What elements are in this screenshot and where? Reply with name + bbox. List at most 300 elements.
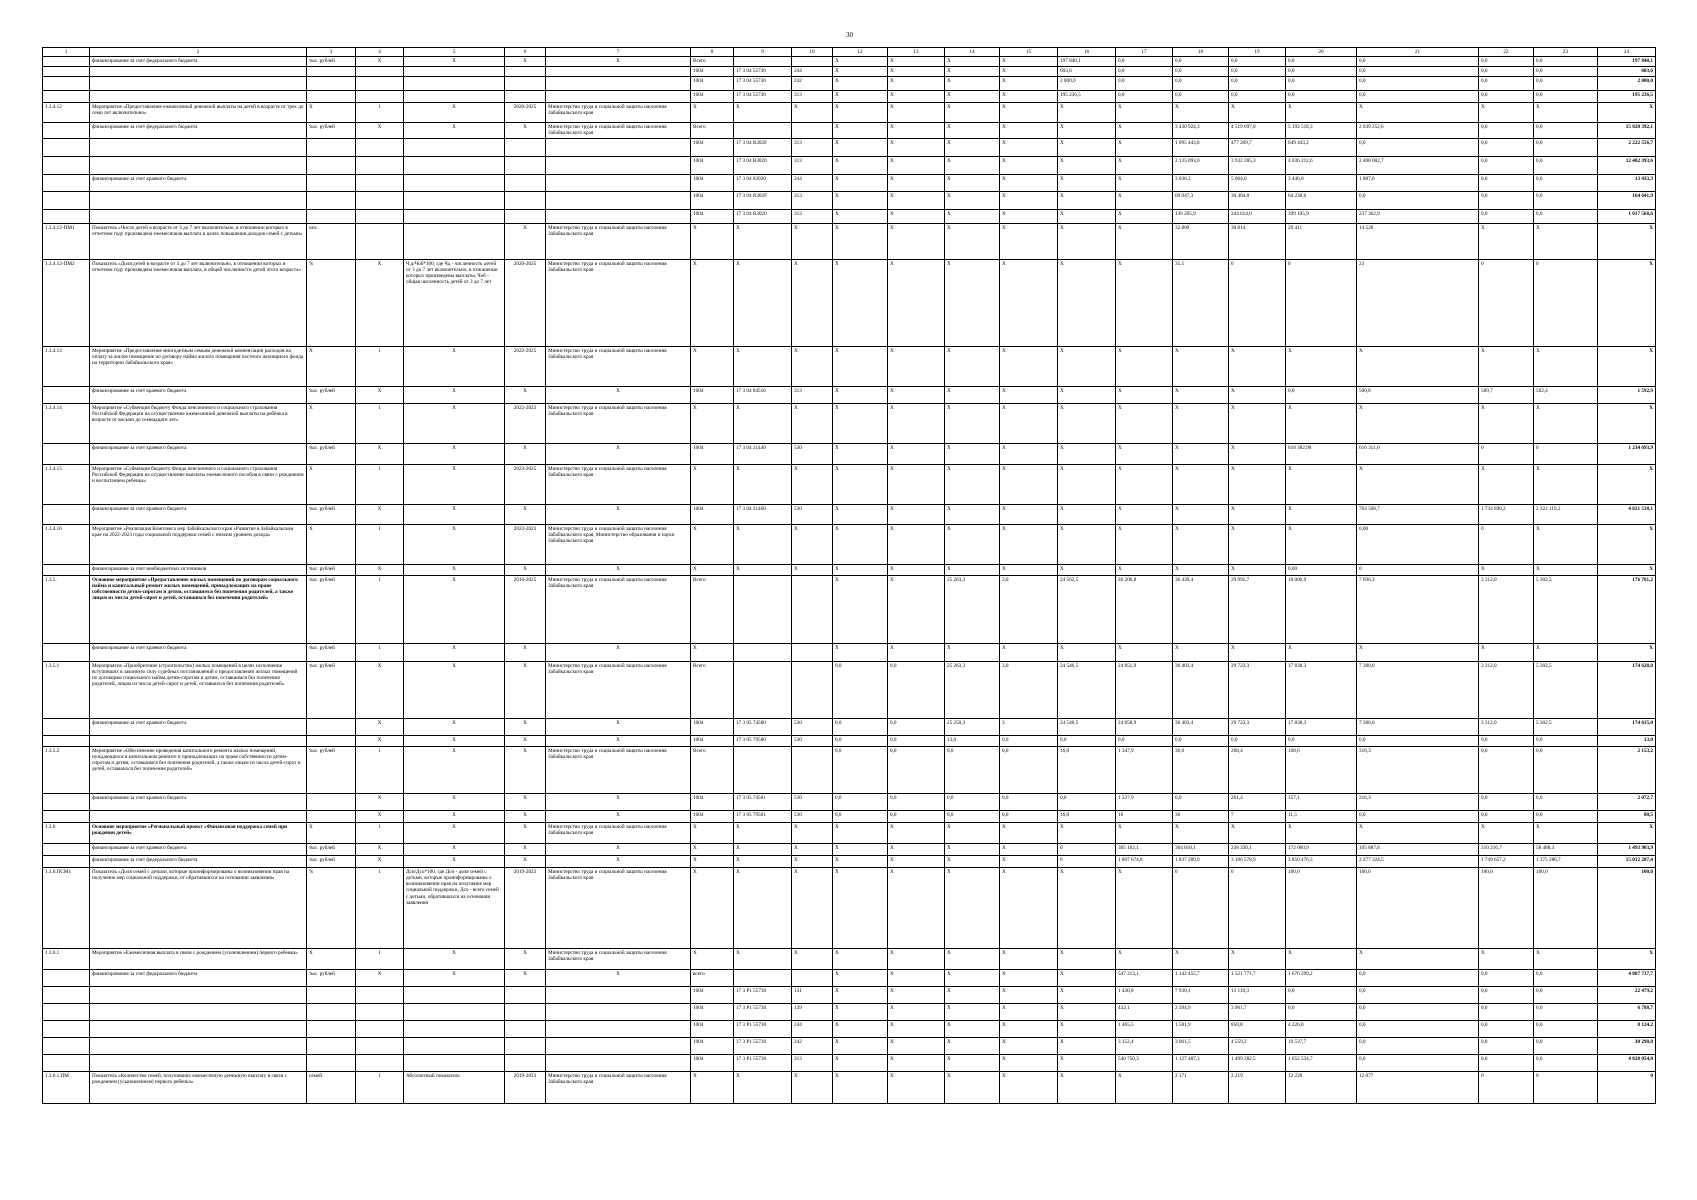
table-cell: 1004 bbox=[691, 810, 734, 822]
table-cell: 17 3 05 74580 bbox=[734, 718, 792, 735]
table-cell: Х bbox=[1173, 564, 1229, 575]
table-row bbox=[43, 1071, 1656, 1103]
table-cell: Х bbox=[1534, 564, 1598, 575]
table-row bbox=[43, 386, 1656, 403]
table-cell: 0,0 bbox=[1357, 91, 1479, 103]
table-cell bbox=[90, 1003, 307, 1020]
table-cell: Х bbox=[1479, 346, 1534, 386]
table-cell bbox=[792, 661, 833, 718]
table-cell: Х bbox=[1173, 822, 1229, 843]
table-cell bbox=[404, 986, 505, 1003]
table-cell: Х bbox=[404, 564, 505, 575]
table-cell: Х bbox=[505, 855, 546, 867]
table-cell: Министерство труда и социальной защиты населения Забайкальского края bbox=[546, 746, 691, 793]
table-cell: Х bbox=[1000, 77, 1058, 91]
table-cell: Министерство труда и социальной защиты населения Забайкальского края bbox=[546, 661, 691, 718]
table-cell: Х bbox=[1058, 969, 1116, 986]
table-cell: Х bbox=[1058, 1020, 1116, 1037]
table-cell: 1004 bbox=[691, 209, 734, 223]
table-cell: 0,0 bbox=[1479, 1003, 1534, 1020]
table-cell bbox=[43, 174, 90, 191]
column-number: 8 bbox=[691, 48, 734, 57]
table-cell bbox=[404, 138, 505, 156]
table-cell: Х bbox=[888, 564, 945, 575]
column-number: 19 bbox=[1229, 48, 1286, 57]
table-cell: Х bbox=[1058, 867, 1116, 948]
table-cell: Х bbox=[1286, 948, 1357, 969]
table-cell: Х bbox=[833, 91, 888, 103]
table-cell: 168,6 bbox=[1286, 746, 1357, 793]
table-cell: Х bbox=[1173, 346, 1229, 386]
table-cell: 0,0 bbox=[888, 746, 945, 793]
table-cell: 7 bbox=[1229, 810, 1286, 822]
table-cell: 1004 bbox=[691, 986, 734, 1003]
table-cell: Х bbox=[1534, 464, 1598, 504]
table-cell bbox=[90, 191, 307, 209]
table-cell: Х bbox=[1534, 643, 1598, 661]
table-cell: Х bbox=[505, 746, 546, 793]
table-cell: 0,0 bbox=[1357, 1054, 1479, 1071]
table-cell: 0,0 bbox=[1479, 746, 1534, 793]
table-cell: Х bbox=[734, 103, 792, 123]
table-cell: Х bbox=[404, 643, 505, 661]
table-cell: 0,0 bbox=[1116, 91, 1173, 103]
table-cell: 0,0 bbox=[833, 735, 888, 746]
table-row bbox=[43, 223, 1656, 259]
table-cell: Х bbox=[505, 443, 546, 464]
table-cell: 0,0 bbox=[1534, 1054, 1598, 1071]
table-cell: Х bbox=[1058, 174, 1116, 191]
table-cell: Мероприятие «Предоставление многодетным семьям денежной компенсации расходов на оплату за жилое помещение по договору найма жилого помещения частного жилищного фонда на территории Забайкальского края» bbox=[90, 346, 307, 386]
table-cell: Х bbox=[1058, 138, 1116, 156]
table-cell: Х bbox=[691, 867, 734, 948]
table-cell bbox=[505, 67, 546, 77]
table-cell: Х bbox=[1000, 1054, 1058, 1071]
table-cell: Х bbox=[404, 718, 505, 735]
table-cell: 540 750,3 bbox=[1116, 1054, 1173, 1071]
table-cell: 0,0 bbox=[1479, 77, 1534, 91]
table-cell: Х bbox=[888, 464, 945, 504]
table-cell bbox=[734, 57, 792, 67]
table-cell: Х bbox=[1116, 191, 1173, 209]
table-cell bbox=[43, 91, 90, 103]
table-cell bbox=[307, 735, 356, 746]
table-cell: 1 676 299,2 bbox=[1286, 969, 1357, 986]
table-cell bbox=[43, 735, 90, 746]
table-cell: 0,0 bbox=[1479, 209, 1534, 223]
table-cell: Х bbox=[505, 843, 546, 855]
table-cell: 244 bbox=[792, 174, 833, 191]
table-cell: 10 bbox=[1116, 810, 1173, 822]
table-cell: 1 887,0 bbox=[1357, 174, 1479, 191]
table-cell: Х bbox=[1229, 386, 1286, 403]
table-row bbox=[43, 57, 1656, 67]
table-row bbox=[43, 209, 1656, 223]
table-cell bbox=[546, 986, 691, 1003]
table-cell: 2022-2023 bbox=[505, 403, 546, 443]
table-cell: 344 614,0 bbox=[1229, 209, 1286, 223]
table-cell: 1004 bbox=[691, 718, 734, 735]
table-cell: 1.3.4.13 bbox=[43, 346, 90, 386]
table-row bbox=[43, 1020, 1656, 1037]
table-cell: Х bbox=[792, 346, 833, 386]
table-cell: 1 bbox=[356, 867, 404, 948]
table-cell bbox=[43, 67, 90, 77]
table-cell: 316,3 bbox=[1357, 793, 1479, 810]
table-cell: Х bbox=[888, 843, 945, 855]
table-cell: 530 bbox=[792, 443, 833, 464]
table-cell: Х bbox=[833, 123, 888, 138]
table-cell bbox=[43, 1054, 90, 1071]
table-cell: 0,0 bbox=[1534, 191, 1598, 209]
table-cell: 0,0 bbox=[1479, 174, 1534, 191]
table-cell: Х bbox=[734, 524, 792, 564]
table-cell: 13 433,3 bbox=[1598, 174, 1656, 191]
table-cell: 17 3 05 74581 bbox=[734, 793, 792, 810]
table-cell: Х bbox=[404, 403, 505, 443]
table-cell: 36 bbox=[1173, 810, 1229, 822]
table-cell: Мероприятие «Ежемесячная выплата в связи с рождением (усыновлением) первого ребенка» bbox=[90, 948, 307, 969]
program-table bbox=[42, 47, 1656, 1104]
table-cell: Х bbox=[1479, 948, 1534, 969]
table-cell: Х bbox=[1229, 524, 1286, 564]
table-cell: Х bbox=[1116, 346, 1173, 386]
table-cell: Х bbox=[546, 718, 691, 735]
table-cell: Х bbox=[1000, 867, 1058, 948]
table-cell: 0 bbox=[1286, 259, 1357, 346]
table-cell: Х bbox=[945, 986, 1000, 1003]
table-cell bbox=[404, 209, 505, 223]
table-cell: Х bbox=[1058, 443, 1116, 464]
table-cell bbox=[307, 810, 356, 822]
table-cell: 24 546,5 bbox=[1058, 718, 1116, 735]
table-cell: Х bbox=[945, 174, 1000, 191]
table-cell: Х bbox=[833, 822, 888, 843]
table-cell: 17 3 04 R3020 bbox=[734, 156, 792, 174]
table-cell: 18 006,9 bbox=[1286, 575, 1357, 643]
table-cell: Абсолютный показатель bbox=[404, 1071, 505, 1103]
table-cell: Х bbox=[734, 867, 792, 948]
table-cell: 2 277 324,5 bbox=[1357, 855, 1479, 867]
table-cell: 0,0 bbox=[1534, 174, 1598, 191]
table-cell: Х bbox=[833, 259, 888, 346]
table-cell: Х bbox=[833, 986, 888, 1003]
table-cell: Х bbox=[1058, 346, 1116, 386]
table-row bbox=[43, 969, 1656, 986]
table-cell: Х bbox=[1286, 822, 1357, 843]
table-cell: Х bbox=[1116, 464, 1173, 504]
table-cell bbox=[43, 793, 90, 810]
table-cell: 105 887,8 bbox=[1357, 843, 1479, 855]
table-cell bbox=[90, 156, 307, 174]
table-cell: 1 337,9 bbox=[1116, 793, 1173, 810]
table-cell: 1 127 487,3 bbox=[1173, 1054, 1229, 1071]
table-cell: 0,0 bbox=[1058, 735, 1116, 746]
table-cell: 0,0 bbox=[833, 661, 888, 718]
table-cell: Х bbox=[691, 103, 734, 123]
table-cell: Х bbox=[1000, 948, 1058, 969]
table-cell bbox=[43, 855, 90, 867]
table-cell: 0,0 bbox=[1534, 793, 1598, 810]
table-cell: 6 788,7 bbox=[1598, 1003, 1656, 1020]
table-cell: Х bbox=[1058, 504, 1116, 524]
table-cell: Х bbox=[1598, 948, 1656, 969]
table-cell: 17 3 04 55730 bbox=[734, 91, 792, 103]
table-cell bbox=[307, 1054, 356, 1071]
table-cell: Х bbox=[1229, 948, 1286, 969]
table-cell bbox=[43, 986, 90, 1003]
table-cell: 0,0 bbox=[1534, 91, 1598, 103]
table-row bbox=[43, 103, 1656, 123]
table-cell: Х bbox=[691, 524, 734, 564]
table-cell: 17 838,3 bbox=[1286, 661, 1357, 718]
table-cell: Х bbox=[505, 57, 546, 67]
table-cell: Х bbox=[945, 103, 1000, 123]
table-cell: Х bbox=[1534, 822, 1598, 843]
table-cell: 16,0 bbox=[1058, 810, 1116, 822]
table-cell: Х bbox=[691, 223, 734, 259]
table-cell bbox=[90, 209, 307, 223]
table-cell: 0,0 bbox=[1000, 746, 1058, 793]
table-cell bbox=[43, 810, 90, 822]
table-cell: 1.3.4.12 bbox=[43, 103, 90, 123]
table-row bbox=[43, 403, 1656, 443]
table-cell: Х bbox=[1000, 1020, 1058, 1037]
column-number: 6 bbox=[505, 48, 546, 57]
table-cell: Х bbox=[404, 969, 505, 986]
table-row bbox=[43, 1037, 1656, 1054]
table-cell: Х bbox=[1479, 643, 1534, 661]
table-cell: Х bbox=[734, 464, 792, 504]
table-cell: 13,0 bbox=[1598, 735, 1656, 746]
table-cell: 3 bbox=[1000, 718, 1058, 735]
table-cell: 4 559,2 bbox=[1229, 1037, 1286, 1054]
table-cell: финансирование за счет краевого бюджета bbox=[90, 443, 307, 464]
table-cell: Х bbox=[1598, 223, 1656, 259]
table-cell: 17 3 05 79580 bbox=[734, 735, 792, 746]
table-cell: 176 781,2 bbox=[1598, 575, 1656, 643]
table-cell: 7 380,0 bbox=[1357, 718, 1479, 735]
table-cell: Х bbox=[404, 948, 505, 969]
table-cell: 0,0 bbox=[1479, 67, 1534, 77]
table-cell: Х bbox=[1357, 464, 1479, 504]
table-cell: Х bbox=[1534, 403, 1598, 443]
table-cell bbox=[43, 564, 90, 575]
column-number: 18 bbox=[1173, 48, 1229, 57]
table-cell: 0,0 bbox=[1534, 986, 1598, 1003]
table-cell: Х bbox=[1173, 443, 1229, 464]
table-cell: Х bbox=[1058, 948, 1116, 969]
table-cell: 3,0 bbox=[1000, 575, 1058, 643]
table-cell: 17 3 P1 55730 bbox=[734, 1020, 792, 1037]
table-cell: 1004 bbox=[691, 504, 734, 524]
table-cell: Х bbox=[1000, 1071, 1058, 1103]
table-cell: Х bbox=[833, 464, 888, 504]
table-cell: Х bbox=[945, 443, 1000, 464]
table-cell bbox=[307, 91, 356, 103]
table-cell: 195 236,5 bbox=[1058, 91, 1116, 103]
table-cell: Х bbox=[833, 1071, 888, 1103]
table-cell bbox=[792, 969, 833, 986]
table-cell: 7 696,3 bbox=[1357, 575, 1479, 643]
table-cell: 530 bbox=[792, 793, 833, 810]
table-cell bbox=[356, 1020, 404, 1037]
table-cell bbox=[43, 386, 90, 403]
table-cell: Х bbox=[1229, 443, 1286, 464]
table-cell: 1004 bbox=[691, 443, 734, 464]
table-cell: 1 375 286,7 bbox=[1534, 855, 1598, 867]
table-cell bbox=[356, 986, 404, 1003]
table-cell bbox=[404, 1020, 505, 1037]
table-cell: Х bbox=[833, 57, 888, 67]
table-cell: 242 bbox=[792, 77, 833, 91]
table-cell: 0,0 bbox=[1357, 1037, 1479, 1054]
table-cell: Всего bbox=[691, 57, 734, 67]
table-cell: 0 bbox=[1058, 855, 1116, 867]
table-row bbox=[43, 575, 1656, 643]
table-cell bbox=[792, 746, 833, 793]
table-cell: Х bbox=[404, 464, 505, 504]
table-cell: Х bbox=[888, 223, 945, 259]
table-cell: 0,0 bbox=[1286, 67, 1357, 77]
table-cell: 0,0 bbox=[1286, 386, 1357, 403]
table-cell: Х bbox=[833, 103, 888, 123]
table-cell: 1 bbox=[356, 643, 404, 661]
table-cell: 2 153,2 bbox=[1598, 746, 1656, 793]
table-cell: Х bbox=[356, 564, 404, 575]
table-cell: Х bbox=[888, 57, 945, 67]
table-cell: 0 bbox=[1479, 443, 1534, 464]
table-cell: Х bbox=[833, 504, 888, 524]
table-cell bbox=[43, 77, 90, 91]
table-cell: Х bbox=[833, 855, 888, 867]
table-cell: 1 807 674,8 bbox=[1116, 855, 1173, 867]
table-cell: 195 236,5 bbox=[1598, 91, 1656, 103]
table-row bbox=[43, 464, 1656, 504]
table-cell bbox=[546, 1054, 691, 1071]
table-row bbox=[43, 123, 1656, 138]
table-cell: 1 234 693,9 bbox=[1598, 443, 1656, 464]
table-cell: Министерство труда и социальной защиты населения Забайкальского края bbox=[546, 103, 691, 123]
table-cell: 100,0 bbox=[1357, 867, 1479, 948]
table-cell: 502,4 bbox=[1534, 386, 1598, 403]
table-cell: 100,0 bbox=[1598, 867, 1656, 948]
column-number: 16 bbox=[1058, 48, 1116, 57]
table-cell: Х bbox=[888, 156, 945, 174]
table-cell: 0,0 bbox=[1479, 810, 1534, 822]
table-cell: 0,0 bbox=[1173, 793, 1229, 810]
table-cell: 1.3.6.1.ПМ bbox=[43, 1071, 90, 1103]
table-cell: Х bbox=[833, 386, 888, 403]
table-cell: 530 bbox=[792, 810, 833, 822]
table-cell: Х bbox=[1058, 524, 1116, 564]
table-cell: Х bbox=[1229, 564, 1286, 575]
table-cell: 0,0 bbox=[1534, 969, 1598, 986]
table-cell bbox=[505, 91, 546, 103]
table-cell: Х bbox=[1286, 103, 1357, 123]
table-cell: Х bbox=[945, 1054, 1000, 1071]
table-cell: 25 250,3 bbox=[945, 718, 1000, 735]
table-cell: 17 3 04 R302F bbox=[734, 191, 792, 209]
table-cell: Х bbox=[945, 138, 1000, 156]
table-cell: 12 228 bbox=[1286, 1071, 1357, 1103]
table-cell: Мероприятие «Предоставление ежемесячной денежной выплаты на детей в возрасте от трех до семи лет включительно» bbox=[90, 103, 307, 123]
table-cell bbox=[356, 156, 404, 174]
table-cell: Х bbox=[1357, 346, 1479, 386]
table-cell: 0,0 bbox=[1357, 969, 1479, 986]
column-number: 23 bbox=[1534, 48, 1598, 57]
table-cell: 1 430,8 bbox=[1116, 986, 1173, 1003]
table-cell: Х bbox=[307, 464, 356, 504]
table-cell: Х bbox=[888, 504, 945, 524]
table-cell: финансирование за счет краевого бюджета bbox=[90, 643, 307, 661]
table-row bbox=[43, 986, 1656, 1003]
table-cell: 244 bbox=[792, 1020, 833, 1037]
table-cell: Х bbox=[833, 174, 888, 191]
table-cell: Х bbox=[833, 643, 888, 661]
table-cell: Х bbox=[888, 91, 945, 103]
table-cell: 0,0 bbox=[1357, 810, 1479, 822]
table-cell bbox=[546, 156, 691, 174]
table-cell: Х bbox=[888, 969, 945, 986]
table-cell: Х bbox=[1000, 855, 1058, 867]
table-cell: финансирование за счет федерального бюджета bbox=[90, 123, 307, 138]
table-cell: 3 061,5 bbox=[1173, 1037, 1229, 1054]
table-cell: 310 216,7 bbox=[1479, 843, 1534, 855]
table-cell bbox=[43, 191, 90, 209]
table-cell: 17 3 P1 55730 bbox=[734, 1003, 792, 1020]
table-cell: 603,6 bbox=[1598, 67, 1656, 77]
table-row bbox=[43, 735, 1656, 746]
table-cell bbox=[404, 91, 505, 103]
table-cell: Х bbox=[792, 524, 833, 564]
table-cell: Всего bbox=[691, 746, 734, 793]
column-number: 13 bbox=[888, 48, 945, 57]
table-cell: Х bbox=[356, 718, 404, 735]
table-cell: Х bbox=[945, 1003, 1000, 1020]
table-cell: 261,4 bbox=[1229, 793, 1286, 810]
table-cell: Х bbox=[404, 810, 505, 822]
table-cell bbox=[546, 138, 691, 156]
table-cell: финансирование за счет федерального бюджета bbox=[90, 855, 307, 867]
table-cell: Х bbox=[505, 123, 546, 138]
table-cell: 25 263,3 bbox=[945, 661, 1000, 718]
table-cell: 0,0 bbox=[1229, 67, 1286, 77]
table-cell: Х bbox=[833, 948, 888, 969]
table-cell: Х bbox=[888, 1054, 945, 1071]
table-cell bbox=[43, 123, 90, 138]
table-cell: 0,0 bbox=[1534, 209, 1598, 223]
table-cell: Мероприятие «Обеспечение проведения капитального ремонта жилых помещений, нуждающихся в капитальном ремонте и принадлежащих на праве собственности детям-сиротам и детям, оставшимся без попечения родителей, а также лицам из числа детей-сирот и детей, оставшихся без попечения родителей» bbox=[90, 746, 307, 793]
table-cell: 35,5 bbox=[1173, 259, 1229, 346]
table-cell: Х bbox=[888, 986, 945, 1003]
table-cell bbox=[356, 1054, 404, 1071]
table-cell: Х bbox=[356, 259, 404, 346]
table-cell: Х bbox=[833, 403, 888, 443]
table-cell: 1004 bbox=[691, 191, 734, 209]
table-cell: Х bbox=[505, 564, 546, 575]
table-cell: Х bbox=[1000, 174, 1058, 191]
table-cell: Х bbox=[833, 209, 888, 223]
table-cell: 0 bbox=[1479, 259, 1534, 346]
table-cell: Всего bbox=[691, 575, 734, 643]
table-cell: Х bbox=[833, 138, 888, 156]
column-number: 1 bbox=[43, 48, 90, 57]
table-cell: 3 312,0 bbox=[1479, 575, 1534, 643]
column-number: 15 bbox=[1000, 48, 1058, 57]
table-cell: Х bbox=[1286, 524, 1357, 564]
table-cell bbox=[734, 969, 792, 986]
